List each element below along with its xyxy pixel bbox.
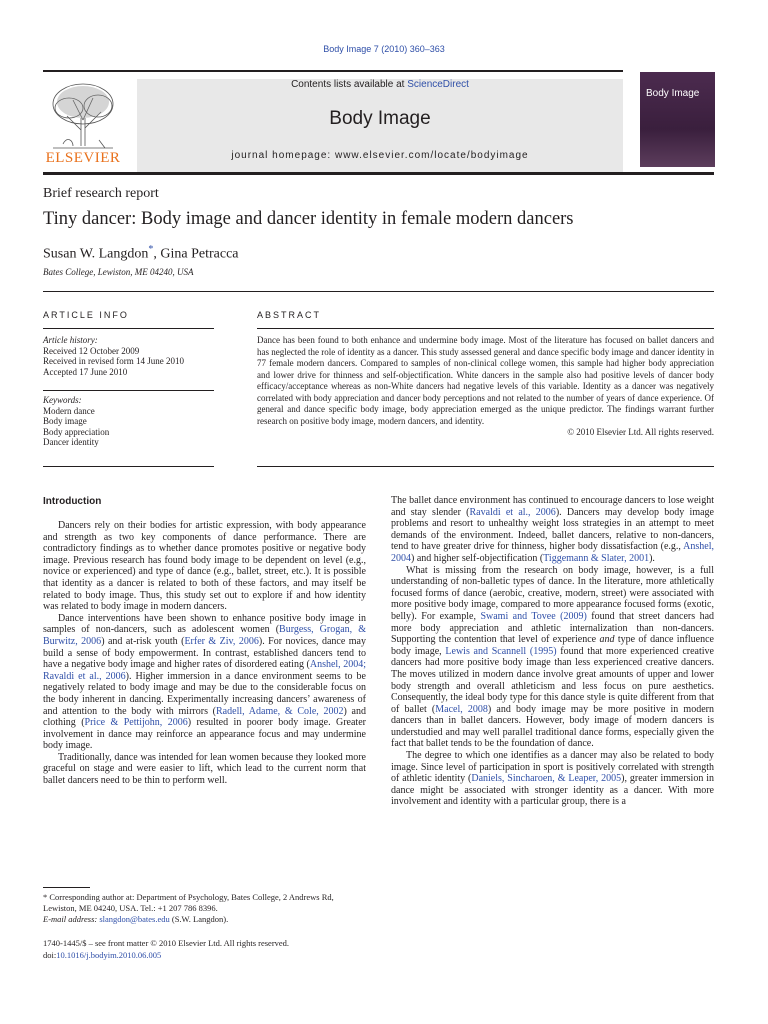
citation-link[interactable]: Anshel, 2004: [391, 541, 714, 564]
email-link[interactable]: slangdon@bates.edu: [99, 914, 170, 924]
contents-prefix: Contents lists available at: [291, 79, 408, 90]
paragraph: [391, 565, 714, 751]
text-run: ). Dancers may develop body image problems and resort to unhealthy weight loss strategies in an attempt to meet demands of the environment. Indeed, ballet dancers, relative to non-dancers, tend to have greater drive for thinness, higher body dissatisfaction (e.g.,: [391, 506, 714, 553]
text-run: ), greater immersion in dance might be associated with stronger identity as a dancer. With more involvement and identity with a particular group, there is a: [391, 773, 715, 808]
article-history: [43, 335, 213, 377]
email-suffix: (S.W. Langdon).: [169, 914, 229, 924]
footnote: [43, 892, 366, 925]
footnote-mark: *: [43, 892, 48, 902]
keyword: Dancer identity: [43, 437, 99, 448]
header-top-rule: [43, 70, 623, 72]
abstract-heading: ABSTRACT: [257, 310, 322, 320]
citation-link[interactable]: Erfer & Ziv, 2006: [184, 635, 259, 647]
doi-line: [43, 949, 366, 961]
title-rule: [43, 291, 714, 292]
contents-line: [137, 79, 623, 90]
left-column: [43, 520, 366, 787]
keyword: Body image: [43, 416, 87, 427]
citation-link[interactable]: Radell, Adame, & Cole, 2002: [216, 705, 344, 717]
citation-link[interactable]: Ravaldi et al., 2006: [469, 506, 556, 518]
footnote-text: Corresponding author at: Department of Psychology, Bates College, 2 Andrews Rd, Lewiston, ME 04240, USA. Tel.: +1 207 786 8396.: [43, 892, 334, 913]
abstract-copyright: © 2010 Elsevier Ltd. All rights reserved.: [567, 427, 714, 437]
issn-block: [43, 937, 366, 961]
text-run: ). Higher immersion in a dance environment seems to be negatively related to body image and may be due to the considerable focus on the body inherent in dancing. Experimentally increasing dancers’ awareness of and attention to the body with mirrors (: [43, 670, 366, 717]
text-run: ). For novices, dance may build a sense of body empowerment. In contrast, established dancers tend to have a negative body image and higher rates of disordered eating (: [43, 635, 366, 671]
article-type: Brief research report: [43, 186, 159, 201]
article-title: Tiny dancer: Body image and dancer identity in female modern dancers: [43, 209, 574, 229]
citation-link[interactable]: Burgess, Grogan, & Burwitz, 2006: [43, 624, 366, 647]
corresponding-author-note: [43, 892, 366, 914]
received-date: Received 12 October 2009: [43, 345, 140, 356]
footnote-rule: [43, 887, 90, 888]
abstract-bottom-rule: [257, 466, 714, 467]
citation-link[interactable]: Tiggemann & Slater, 2001: [543, 552, 650, 564]
text-run: found that more experienced creative dancers had more positive body image than less experienced creative dancers. The moves utilized in modern dance involve great amounts of upper and lower body strength and overall athleticism and less focus on pure aesthetics. Consequently, the ideal body type for this dance style is quite different from that of ballet (: [391, 645, 714, 715]
journal-cover-thumbnail-icon[interactable]: [640, 72, 715, 167]
citation-link[interactable]: Macel, 2008: [435, 703, 488, 715]
author-name: Gina Petracca: [160, 246, 239, 262]
email-label: E-mail address:: [43, 914, 100, 924]
text-run: Dance interventions have been shown to enhance positive body image in samples of non-dancers, such as adolescent women (: [43, 612, 366, 636]
text-run: What is missing from the research on body image, however, is a full understanding of non-balletic types of dance. In the literature, more athletically focused forms of dance (aerobic, creative, modern, street) were associated with more positive body image, compared to more appearance focused forms (exotic, belly). For example,: [391, 564, 714, 622]
text-run: found that street dancers had more body appreciation and athletic internalization than non-dancers. Supporting the contention that level of experience: [391, 610, 715, 646]
citation-link[interactable]: Swami and Tovee (2009): [480, 610, 587, 622]
author-name: Susan W. Langdon: [43, 246, 149, 262]
emphasis: and: [599, 634, 615, 646]
article-info-rule: [43, 390, 214, 391]
accepted-date: Accepted 17 June 2010: [43, 366, 128, 377]
history-label: Article history:: [43, 335, 98, 345]
paragraph: Dancers rely on their bodies for artistic expression, with body appearance and strength as two key components of dance performance. There are contradictory findings as to whether dance promotes positive or negative body image. Previous research has found body image to be dependent on level (e.g., novice or experienced) and type of dance (e.g., ballet, street, etc.). It is possible that identity as a dancer is related to both of these factors, and may itself be related to body image. Thus, this study set out to explore if and how identity was related to body image in modern dancers.: [43, 520, 366, 613]
author-separator: ,: [153, 246, 161, 262]
paragraph: [391, 495, 714, 565]
keywords-label: Keywords:: [43, 395, 82, 405]
header-bottom-rule: [43, 172, 714, 175]
journal-homepage[interactable]: journal homepage: www.elsevier.com/locate/bodyimage: [231, 150, 529, 161]
keyword: Modern dance: [43, 405, 95, 416]
citation-link[interactable]: Daniels, Sincharoen, & Leaper, 2005: [471, 773, 622, 785]
abstract-top-rule: [257, 328, 714, 329]
paragraph: [43, 613, 366, 752]
doi-prefix: doi:: [43, 950, 57, 960]
text-run: The degree to which one identifies as a dancer may also be related to body image. Since level of participation in sport is positively correlated with strength of athletic identity (: [391, 750, 714, 785]
issn-line: 1740-1445/$ – see front matter © 2010 Elsevier Ltd. All rights reserved.: [43, 938, 290, 948]
text-run: ).: [649, 552, 655, 564]
article-info-rule: [43, 466, 214, 467]
corresponding-author-mark[interactable]: *: [148, 244, 154, 255]
abstract-body: [257, 335, 714, 439]
text-run: ) and higher self-objectification (: [411, 552, 544, 564]
right-column: [391, 495, 714, 808]
article-info-rule: [43, 328, 214, 329]
sciencedirect-link[interactable]: ScienceDirect: [407, 79, 469, 90]
text-run: type of dance influence body image,: [391, 634, 714, 657]
article-info-heading: ARTICLE INFO: [43, 310, 129, 320]
keyword: Body appreciation: [43, 426, 110, 437]
keywords-block: [43, 395, 213, 448]
text-run: ) and at-risk youth (: [101, 635, 185, 647]
citation-link[interactable]: Price & Pettijohn, 2006: [84, 717, 188, 729]
citation-link[interactable]: Lewis and Scannell (1995): [445, 645, 557, 657]
affiliation: Bates College, Lewiston, ME 04240, USA: [43, 267, 194, 277]
paragraph: Traditionally, dance was intended for lean women because they looked more graceful on stage and were easier to lift, which lead to the current norm that ballet dancers need to be thin to perform well.: [43, 751, 366, 787]
text-run: ) and body image may be more positive in modern dancers than in ballet dancers. However, body image of modern dancers is understudied and may well parallel traditional dance forms, especially given the fact that ballet tends to be the foundation of dance.: [391, 703, 714, 750]
citation-link[interactable]: Anshel, 2004; Ravaldi et al., 2006: [43, 659, 367, 682]
journal-citation[interactable]: Body Image 7 (2010) 360–363: [323, 44, 445, 54]
text-run: ) and clothing (: [43, 705, 366, 729]
text-run: The ballet dance environment has continued to encourage dancers to lose weight and stay slender (: [391, 495, 714, 518]
revised-date: Received in revised form 14 June 2010: [43, 356, 184, 367]
paragraph: [391, 750, 714, 808]
cover-title: Body Image: [646, 88, 700, 99]
email-line: [43, 914, 366, 925]
author-list: [43, 244, 239, 263]
text-run: ) resulted in poorer body image. Greater involvement in dance may reinforce an appearance focus and may undermine body image.: [43, 717, 366, 752]
doi-link[interactable]: 10.1016/j.bodyim.2010.06.005: [56, 950, 162, 960]
journal-name: Body Image: [329, 108, 431, 129]
elsevier-wordmark: ELSEVIER: [45, 150, 121, 166]
abstract-text: Dance has been found to both enhance and undermine body image. Most of the literature has focused on ballet dancers and has neglected the role of identity as a dancer. This study assessed general and dance specific body image and dancer identity in 77 female modern dancers. Compared to samples of non-clinical college women, this sample had higher body appreciation and lower drive for thinness and self-objectification. White dancers in the sample also had positive levels of dancer body efficacy/acceptance whereas as non-White dancers had negative levels of this variable. Identity as a dancer was negatively correlated with body appreciation and dancer body perceptions and not related to the number of years of dance experience. Of general and dance specific body image, body appreciation emerged as the unique predictor. The findings warrant further research on positive body image, modern dancers, and identity.: [257, 335, 714, 426]
section-heading: Introduction: [43, 496, 102, 507]
